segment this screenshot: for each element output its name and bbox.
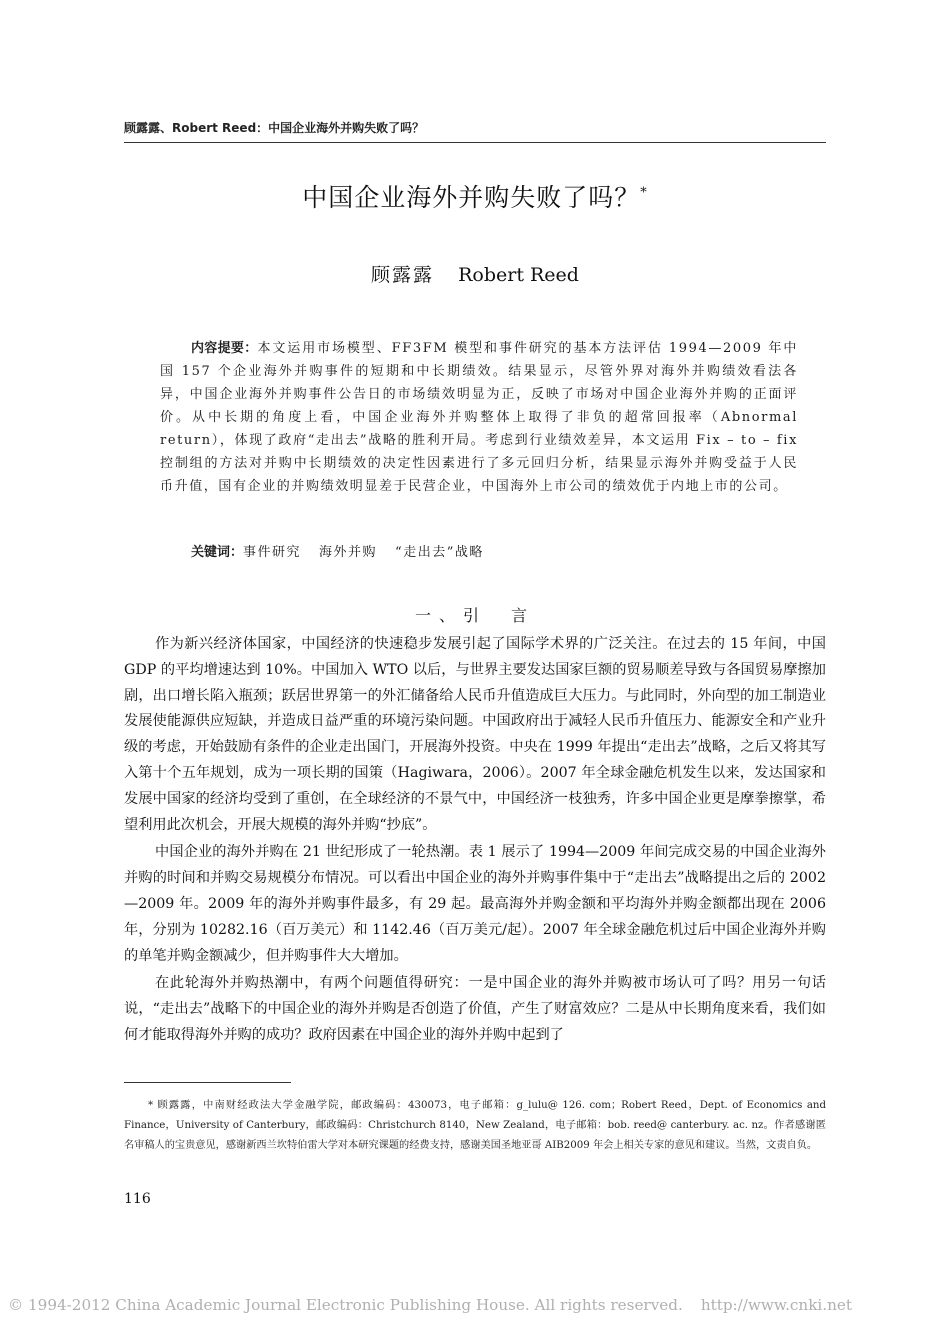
- keyword: “走出去”战略: [395, 545, 484, 560]
- article-title: [124, 178, 826, 214]
- body-paragraph: 中国企业的海外并购在 21 世纪形成了一轮热潮。表 1 展示了 1994—2009 年间完成交易的中国企业海外并购的时间和并购交易规模分布情况。可以看出中国企业的海外并购事件集中于“走出去”战略提出之后的 2002—2009 年。2009 年的海外并购事件最多，有 29 起。最高海外并购金额和平均海外并购金额都出现在 2006 年，分别为 10282.16（百万美元）和 1142.46（百万美元/起）。2007 年全球金融危机过后中国企业海外并购的单笔并购金额减少，但并购事件大大增加。: [124, 844, 826, 964]
- body-paragraph: 在此轮海外并购热潮中，有两个问题值得研究：一是中国企业的海外并购被市场认可了吗？用另一句话说，“走出去”战略下的中国企业的海外并购是否创造了价值，产生了财富效应？二是从中长期角度来看，我们如何才能取得海外并购的成功？政府因素在中国企业的海外并购中起到了: [124, 975, 826, 1043]
- abstract-text: 本文运用市场模型、FF3FM 模型和事件研究的基本方法评估 1994—2009 年中国 157 个企业海外并购事件的短期和中长期绩效。结果显示，尽管外界对海外并购绩效看法各异，中国企业海外并购事件公告日的市场绩效明显为正，反映了市场对中国企业海外并购的正面评价。从中长期的角度上看，中国企业海外并购整体上取得了非负的超常回报率（Abnormal return），体现了政府“走出去”战略的胜利开局。考虑到行业绩效差异，本文运用 Fix – to – fix 控制组的方法对并购中长期绩效的决定性因素进行了多元回归分析，结果显示海外并购受益于人民币升值，国有企业的并购绩效明显差于民营企业，中国海外上市公司的绩效优于内地上市的公司。: [160, 341, 798, 494]
- title-footnote-mark: *: [640, 185, 648, 201]
- header-divider: [124, 142, 826, 143]
- keywords: [160, 541, 798, 560]
- copyright-text: © 1994-2012 China Academic Journal Electronic Publishing House. All rights reserved.: [8, 1296, 683, 1314]
- abstract-paragraph: [160, 337, 798, 498]
- author-name: 顾露露: [371, 264, 435, 286]
- article-title-text: 中国企业海外并购失败了吗？: [302, 183, 641, 212]
- keywords-label: 关键词：: [191, 545, 244, 560]
- author-line: [124, 260, 826, 287]
- footnote: [124, 1096, 826, 1156]
- keyword: 事件研究: [243, 545, 302, 560]
- author-name: Robert Reed: [458, 264, 579, 286]
- body-paragraph: 作为新兴经济体国家，中国经济的快速稳步发展引起了国际学术界的广泛关注。在过去的 15 年间，中国 GDP 的平均增速达到 10%。中国加入 WTO 以后，与世界主要发达国家巨额的贸易顺差导致与各国贸易摩擦加剧，出口增长陷入瓶颈；跃居世界第一的外汇储备给人民币升值造成巨大压力。与此同时，外向型的加工制造业发展使能源供应短缺，并造成日益严重的环境污染问题。中国政府出于减轻人民币升值压力、能源安全和产业升级的考虑，开始鼓励有条件的企业走出国门，开展海外投资。中央在 1999 年提出“走出去”战略，之后又将其写入第十个五年规划，成为一项长期的国策（Hagiwara，2006）。2007 年全球金融危机发生以来，发达国家和发展中国家的经济均受到了重创，在全球经济的不景气中，中国经济一枝独秀，许多中国企业更是摩拳擦掌，希望利用此次机会，开展大规模的海外并购“抄底”。: [124, 636, 826, 833]
- running-head: 顾露露、Robert Reed：中国企业海外并购失败了吗？: [124, 121, 425, 135]
- section-heading: 一、引 言: [414, 606, 535, 625]
- footnote-text: * 顾露露，中南财经政法大学金融学院，邮政编码：430073，电子邮箱：g_lulu@ 126. com；Robert Reed，Dept. of Economics and Finance，University of Canterbury，邮政编码：Christchurch 8140，New Zealand，电子邮箱：bob. reed@ canterbury. ac. nz。作者感谢匿名审稿人的宝贵意见，感谢新西兰坎特伯雷大学对本研究课题的经费支持，感谢美国圣地亚哥 AIB2009 年会上相关专家的意见和建议。当然，文责自负。: [124, 1100, 826, 1151]
- footnote-divider: [124, 1082, 291, 1083]
- abstract: [160, 337, 798, 498]
- cnki-url: http://www.cnki.net: [700, 1296, 852, 1314]
- body-text: [124, 632, 826, 1051]
- abstract-label: 内容提要：: [191, 341, 258, 356]
- keyword: 海外并购: [319, 545, 378, 560]
- page-number: 116: [124, 1191, 151, 1207]
- copyright-footer: [8, 1296, 948, 1314]
